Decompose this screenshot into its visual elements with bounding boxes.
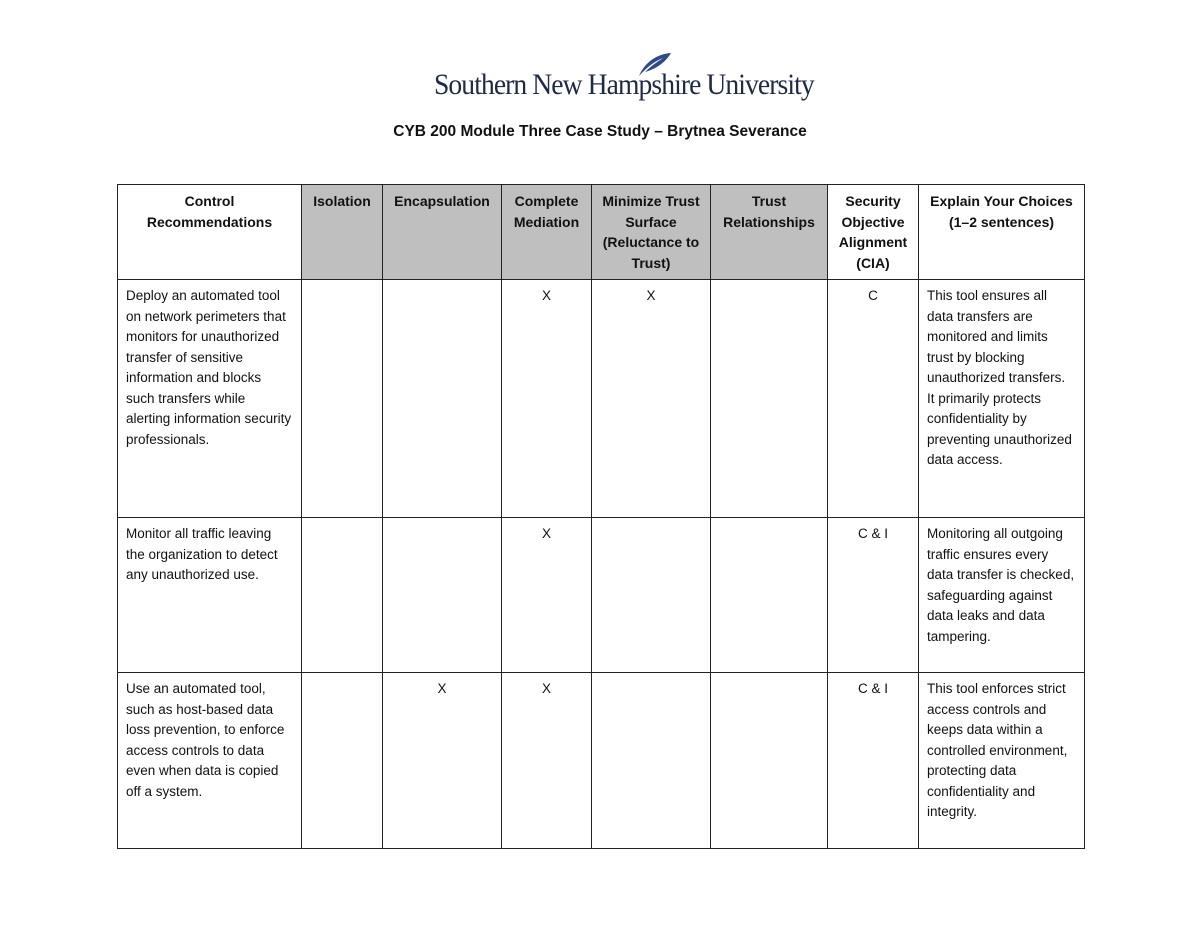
col-header-encapsulation: Encapsulation xyxy=(383,185,502,280)
encapsulation-cell: X xyxy=(383,673,502,849)
complete-mediation-cell: X xyxy=(502,673,592,849)
university-name: Southern New Hampshire University xyxy=(434,68,814,101)
col-header-minimize-trust-surface: Minimize Trust Surface (Reluctance to Trust) xyxy=(592,185,711,280)
encapsulation-cell xyxy=(383,280,502,518)
explanation-cell: Monitoring all outgoing traffic ensures every data transfer is checked, safeguarding against data leaks and data tampering. xyxy=(919,518,1085,673)
table-header-row xyxy=(118,185,1085,280)
control-cell: Monitor all traffic leaving the organization to detect any unauthorized use. xyxy=(118,518,302,673)
cia-cell: C & I xyxy=(828,673,919,849)
cia-cell: C & I xyxy=(828,518,919,673)
trust-relationships-cell xyxy=(711,518,828,673)
document-title: CYB 200 Module Three Case Study – Brytnea Severance xyxy=(393,123,807,140)
trust-relationships-cell xyxy=(711,280,828,518)
university-logo xyxy=(434,52,814,108)
explanation-cell: This tool enforces strict access controls and keeps data within a controlled environment, protecting data confidentiality and integrity. xyxy=(919,673,1085,849)
col-header-cia: Security Objective Alignment (CIA) xyxy=(828,185,919,280)
isolation-cell xyxy=(302,673,383,849)
trust-relationships-cell xyxy=(711,673,828,849)
minimize-trust-surface-cell xyxy=(592,518,711,673)
isolation-cell xyxy=(302,280,383,518)
col-header-complete-mediation: Complete Mediation xyxy=(502,185,592,280)
control-matrix-table xyxy=(117,184,1085,849)
isolation-cell xyxy=(302,518,383,673)
col-header-trust-relationships: Trust Relationships xyxy=(711,185,828,280)
encapsulation-cell xyxy=(383,518,502,673)
cia-cell: C xyxy=(828,280,919,518)
table-row xyxy=(118,280,1085,518)
table-row xyxy=(118,673,1085,849)
table-row xyxy=(118,518,1085,673)
complete-mediation-cell: X xyxy=(502,280,592,518)
col-header-control: Control Recommendations xyxy=(118,185,302,280)
control-cell: Deploy an automated tool on network perimeters that monitors for unauthorized transfer of sensitive information and blocks such transfers while alerting information security professionals. xyxy=(118,280,302,518)
control-cell: Use an automated tool, such as host-based data loss prevention, to enforce access controls to data even when data is copied off a system. xyxy=(118,673,302,849)
complete-mediation-cell: X xyxy=(502,518,592,673)
minimize-trust-surface-cell xyxy=(592,673,711,849)
col-header-isolation: Isolation xyxy=(302,185,383,280)
col-header-explanation: Explain Your Choices (1–2 sentences) xyxy=(919,185,1085,280)
explanation-cell: This tool ensures all data transfers are monitored and limits trust by blocking unauthorized transfers. It primarily protects confidentiality by preventing unauthorized data access. xyxy=(919,280,1085,518)
minimize-trust-surface-cell: X xyxy=(592,280,711,518)
